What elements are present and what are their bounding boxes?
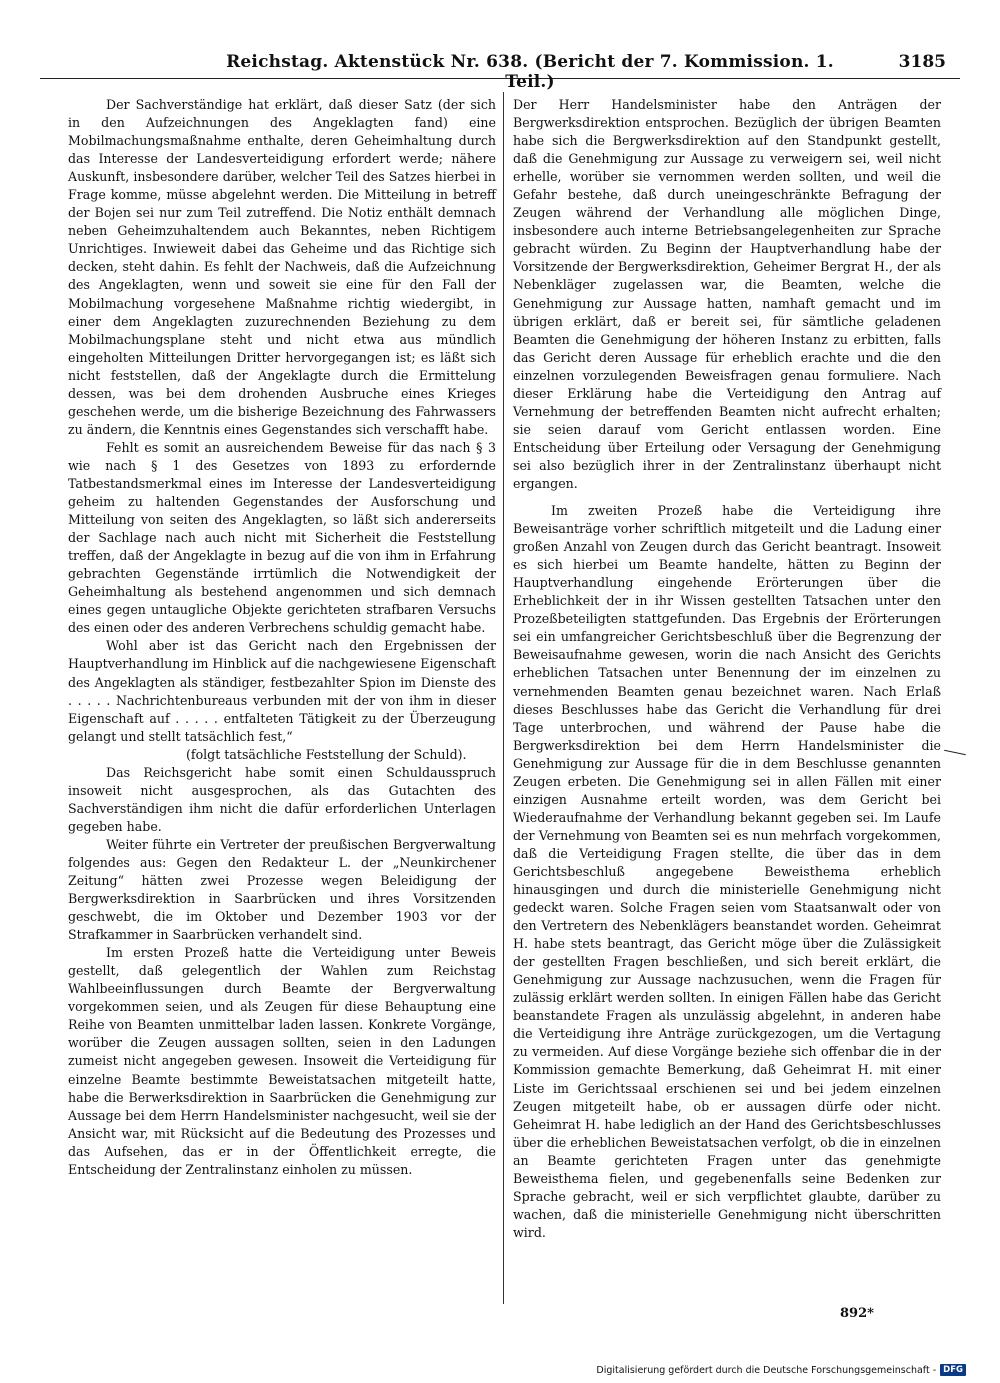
paragraph: Fehlt es somit an ausreichendem Beweise für das nach § 3 wie nach § 1 des Gesetzes von 1893 zu erfordernde Tatbestandsmerkmal eines im Interesse der Landesverteidigung geheim zu haltenden Gegenstandes der Ausforschung und Mitteilung von seiten des Angeklagten, so läßt sich andererseits der Sachlage nach auch nicht mit Sicherheit die Feststellung treffen, daß der Angeklagte in bezug auf die von ihm in Erfahrung gebrachten Gegenstände irrtümlich die Notwendigkeit der Geheimhaltung als bestehend angenommen und sich demnach eines gegen untaugliche Objekte gerichteten strafbaren Versuchs des einen oder des anderen Verbrechens schuldig gemacht habe. <box>68 439 496 636</box>
left-column <box>68 96 496 1179</box>
paragraph: Der Sachverständige hat erklärt, daß dieser Satz (der sich in den Aufzeichnungen des Angeklagten fand) eine Mobilmachungsmaßnahme enthalte, deren Geheimhaltung durch das Interesse der Landesverteidigung erfordert werde; nähere Auskunft, insbesondere darüber, welcher Teil des Satzes hierbei in Frage komme, müsse abgelehnt werden. Die Mitteilung in betreff der Bojen sei nur zum Teil zutreffend. Die Notiz enthält demnach neben Geheimzuhaltendem auch Bekanntes, neben Richtigem Unrichtiges. Inwieweit dabei das Geheime und das Richtige sich decken, steht dahin. Es fehlt der Nachweis, daß die Aufzeichnung des Angeklagten, wenn und soweit sie eine für den Fall der Mobilmachung vorgesehene Maßnahme richtig wiedergibt, in einer dem Angeklagten zuzurechnenden Beziehung zu dem Mobilmachungsplane steht und nicht etwa aus mündlich eingeholten Mitteilungen Dritter hervorgegangen ist; es läßt sich nicht feststellen, daß der Angeklagte durch die Ermittelung dessen, was bei dem drohenden Ausbruche eines Krieges geschehen werde, um die bisherige Bezeichnung des Fahrwassers zu ändern, die Kenntnis eines Gegenstandes sich verschafft habe. <box>68 97 496 437</box>
page-number: 3185 <box>898 52 946 72</box>
column-divider <box>503 92 504 1304</box>
right-column <box>513 96 941 1242</box>
sheet-number: 892* <box>840 1306 874 1321</box>
footer-text: Digitalisierung gefördert durch die Deutsche Forschungsgemeinschaft - <box>596 1364 937 1376</box>
paragraph: (folgt tatsächliche Feststellung der Schuld). <box>186 746 467 762</box>
paragraph: Im ersten Prozeß hatte die Verteidigung unter Beweis gestellt, daß gelegentlich der Wahlen zum Reichstag Wahlbeeinflussungen durch Beamte der Bergverwaltung vorgekommen seien, und als Zeugen für diese Behauptung eine Reihe von Beamten unmittelbar laden lassen. Konkrete Vorgänge, worüber die Zeugen aussagen sollten, seien in den Ladungen zumeist nicht angegeben gewesen. Insoweit die Verteidigung für einzelne Beamte bestimmte Beweistatsachen mitgeteilt hatte, habe die Berwerksdirektion in Saarbrücken die Genehmigung zur Aussage bei dem Herrn Handelsminister nachgesucht, weil sie der Ansicht war, mit Rücksicht auf die Bedeutung des Prozesses und das Aufsehen, das er in der Öffentlichkeit erregte, die Entscheidung der Zentralinstanz einholen zu müssen. <box>68 945 496 1177</box>
paragraph: Im zweiten Prozeß habe die Verteidigung ihre Beweisanträge vorher schriftlich mitgeteilt und die Ladung einer großen Anzahl von Zeugen durch das Gericht beantragt. Insoweit es sich hierbei um Beamte handelte, hätten zu Beginn der Hauptverhandlung eingehende Erörterungen über die Erheblichkeit der in ihr Wissen gestellten Tatsachen unter den Prozeßbeteiligten stattgefunden. Das Ergebnis der Erörterungen sei ein umfangreicher Gerichtsbeschluß über die Begrenzung der Beweisaufnahme gewesen, worin die nach Ansicht des Gerichts erheblichen Tatsachen unter Benennung der im einzelnen zu vernehmenden Beamten genau bezeichnet waren. Nach Erlaß dieses Beschlusses habe das Gericht die Verhandlung für drei Tage unterbrochen, und während der Pause habe die Bergwerksdirektion bei dem Herrn Handelsminister die Genehmigung zur Aussage für die in dem Beschlusse genannten Zeugen erbeten. Die Genehmigung sei in allen Fällen mit einer einzigen Ausnahme erteilt worden, was dem Gericht bei Wiederaufnahme der Verhandlung bekannt gegeben sei. Im Laufe der Vernehmung von Beamten sei es nun mehrfach vorgekommen, daß die Verteidigung Fragen stellte, die über das in dem Gerichtsbeschluß angegebene Beweisthema erheblich hinausgingen und durch die ministerielle Genehmigung nicht gedeckt waren. Solche Fragen seien vom Staatsanwalt oder von den Vertretern des Nebenklägers beanstandet worden. Geheimrat H. habe stets beantragt, das Gericht möge über die Zulässigkeit der gestellten Fragen beschließen, und sich bereit erklärt, die Genehmigung zur Aussage nachzusuchen, wenn die Fragen für zulässig erklärt werden sollten. In einigen Fällen habe das Gericht beanstandete Fragen als unzulässig abgelehnt, in anderen habe die Verteidigung ihre Anträge zurückgezogen, um die Vertagung zu vermeiden. Auf diese Vorgänge beziehe sich offenbar die in der Kommission gemachte Bemerkung, daß Geheimrat H. mit einer Liste im Gerichtssaal erschienen sei und bei jedem einzelnen Zeugen mitgeteilt habe, ob er aussagen dürfe oder nicht. Geheimrat H. habe lediglich an der Hand des Gerichtsbeschlusses über die erheblichen Beweistatsachen verfolgt, ob die in einzelnen an Beamte gerichteten Fragen unter das genehmigte Beweisthema fielen, und gegebenenfalls seine Bedenken zur Sprache gebracht, weil er sich verpflichtet glaubte, darüber zu wachen, daß die ministerielle Genehmigung nicht überschritten wird. <box>513 503 941 1240</box>
footer-credit <box>596 1363 966 1377</box>
paragraph: Weiter führte ein Vertreter der preußischen Bergverwaltung folgendes aus: Gegen den Redakteur L. der „Neunkirchener Zeitung“ hätten zwei Prozesse wegen Beleidigung der Bergwerksdirektion in Saarbrücken und ihres Vorsitzenden geschwebt, die im Oktober und Dezember 1903 vor der Strafkammer in Saarbrücken verhandelt sind. <box>68 836 496 943</box>
page-header <box>40 52 960 92</box>
header-title: Reichstag. Aktenstück Nr. 638. (Bericht der 7. Kommission. 1. Teil.) <box>226 52 834 92</box>
paragraph: Der Herr Handelsminister habe den Anträgen der Bergwerksdirektion entsprochen. Bezüglich der übrigen Beamten habe sich die Bergwerksdirektion auf den Standpunkt gestellt, daß die Genehmigung zur Aussage zu verweigern sei, weil nicht erhelle, worüber sie vernommen werden sollten, und weil die Gefahr bestehe, daß durch uneingeschränkte Befragung der Zeugen während der Verhandlung alle möglichen Dinge, insbesondere auch interne Betriebsangelegenheiten zur Sprache gebracht würden. Zu Beginn der Hauptverhandlung habe der Vorsitzende der Bergwerksdirektion, Geheimer Bergrat H., der als Nebenkläger zugelassen war, die Beamten, welche die Genehmigung zur Aussage hatten, namhaft gemacht und im übrigen erklärt, daß er bereit sei, für sämtliche geladenen Beamten die Genehmigung der höheren Instanz zu erbitten, falls das Gericht deren Aussage für erheblich erachte und die den einzelnen vorzulegenden Beweisfragen genau formuliere. Nach dieser Erklärung habe die Verteidigung den Antrag auf Vernehmung der betreffenden Beamten nicht aufrecht erhalten; sie seien darauf vom Gericht entlassen worden. Eine Entscheidung über Erteilung oder Versagung der Genehmigung sei also bezüglich ihrer in der Zentralinstanz überhaupt nicht ergangen. <box>513 97 941 491</box>
paragraph: Das Reichsgericht habe somit einen Schuldausspruch insoweit nicht ausgesprochen, als das Gutachten des Sachverständigen ihm nicht die dafür erforderlichen Unterlagen gegeben habe. <box>68 764 496 834</box>
margin-mark <box>944 750 966 756</box>
paragraph: Wohl aber ist das Gericht nach den Ergebnissen der Hauptverhandlung im Hinblick auf die nachgewiesene Eigenschaft des Angeklagten als ständiger, festbezahlter Spion im Dienste des . . . . . Nachrichtenbureaus verbunden mit der von ihm in dieser Eigenschaft auf . . . . . entfalteten Tätigkeit zu der Überzeugung gelangt und stellt tatsächlich fest,“ <box>68 638 496 744</box>
dfg-logo: DFG <box>940 1364 966 1376</box>
